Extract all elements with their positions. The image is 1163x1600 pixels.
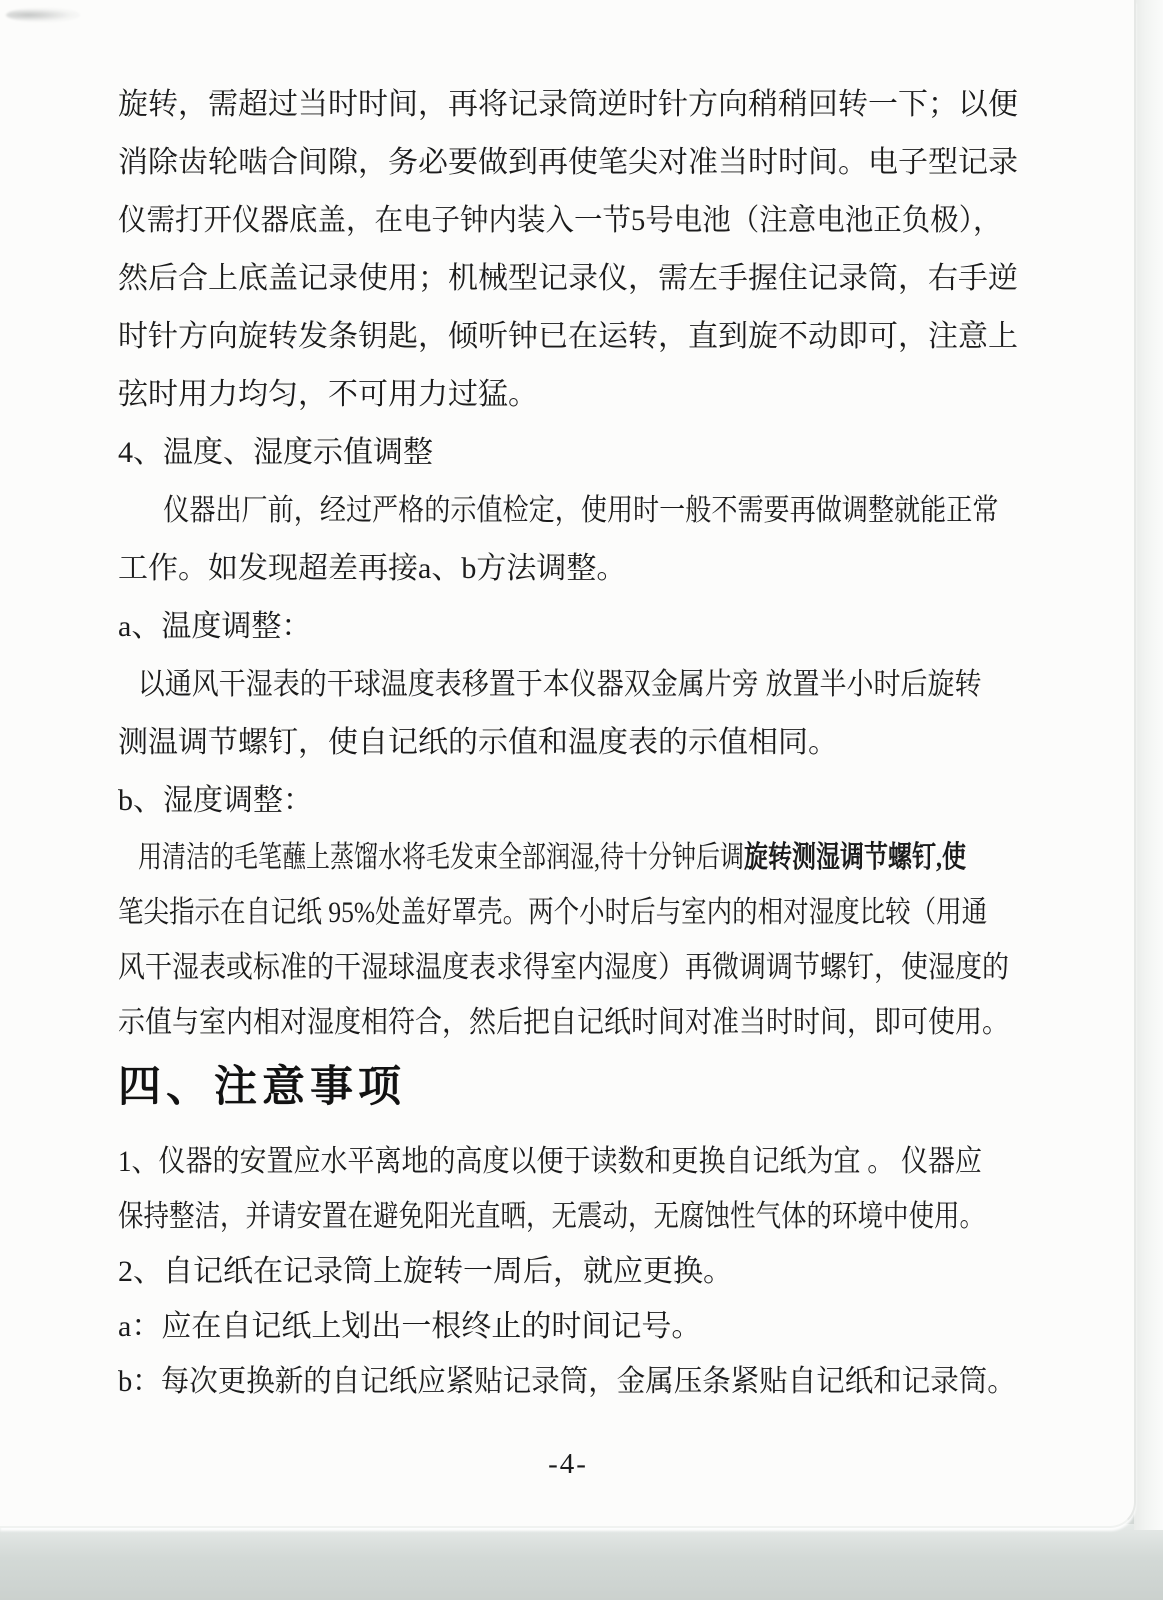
text-line: 仪需打开仪器底盖，在电子钟内装入一节5号电池（注意电池正负极），	[118, 204, 1002, 237]
text-line: b：每次更换新的自记纸应紧贴记录筒，金属压条紧贴自记纸和记录筒。	[118, 1365, 1016, 1398]
temp-adjust-heading: a、温度调整：	[118, 610, 312, 643]
text-line: a：应在自记纸上划出一根终止的时间记号。	[118, 1310, 702, 1343]
text-line: 时针方向旋转发条钥匙，倾听钟已在运转，直到旋不动即可，注意上	[118, 320, 1018, 353]
line-text: 用清洁的毛笔蘸上蒸馏水将毛发束全部润湿,待十分钟后调	[138, 841, 744, 874]
text-line: 1、仪器的安置应水平离地的高度以便于读数和更换自记纸为宜 。 仪器应	[118, 1145, 982, 1178]
text-line: 然后合上底盖记录使用；机械型记录仪，需左手握住记录筒，右手逆	[118, 262, 1018, 295]
text-line: 测温调节螺钉，使自记纸的示值和温度表的示值相同。	[118, 726, 838, 759]
text-line: 风干湿表或标准的干湿球温度表求得室内湿度）再微调调节螺钉，使湿度的	[118, 951, 1009, 984]
text-line: 笔尖指示在自记纸 95%处盖好罩壳。两个小时后与室内的相对湿度比较（用通	[118, 896, 988, 929]
humidity-adjust-heading: b、湿度调整：	[118, 784, 313, 817]
text-line: 示值与室内相对湿度相符合，然后把自记纸时间对准当时时间，即可使用。	[118, 1006, 1009, 1039]
scanner-bed-bottom	[0, 1524, 1163, 1600]
text-line	[118, 830, 966, 885]
section-4-heading: 四、注意事项	[118, 1064, 406, 1111]
text-line: 消除齿轮啮合间隙，务必要做到再使笔尖对准当时时间。电子型记录	[118, 146, 1018, 179]
text-column	[118, 76, 1078, 1409]
scan-smudge	[6, 8, 80, 22]
item-4-heading: 4、温度、湿度示值调整	[118, 436, 433, 469]
text-line: 2、自记纸在记录筒上旋转一周后，就应更换。	[118, 1255, 733, 1288]
line-text-bold: 旋转测湿调节螺钉,使	[744, 841, 966, 874]
text-line: 以通风干湿表的干球温度表移置于本仪器双金属片旁 放置半小时后旋转	[137, 668, 982, 701]
text-line: 工作。如发现超差再接a、b方法调整。	[118, 552, 627, 585]
text-line: 弦时用力均匀，不可用力过猛。	[118, 378, 538, 411]
page-number: -4-	[548, 1448, 588, 1480]
text-line: 仪器出厂前，经过严格的示值检定，使用时一般不需要再做调整就能正常	[163, 494, 999, 527]
text-line: 保持整洁，并请安置在避免阳光直晒，无震动，无腐蚀性气体的环境中使用。	[118, 1200, 985, 1233]
scanner-bed-right	[1134, 0, 1163, 1530]
text-line: 旋转，需超过当时时间，再将记录筒逆时针方向稍稍回转一下；以便	[118, 88, 1018, 121]
